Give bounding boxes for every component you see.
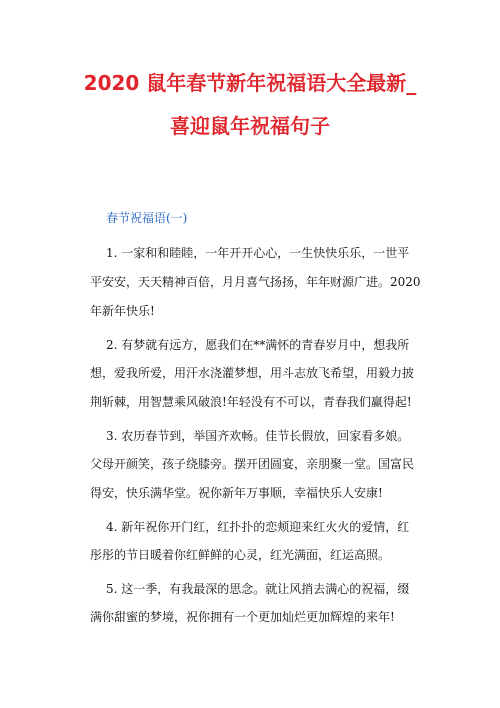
paragraph-line: 平安安，天天精神百倍，月月喜气扬扬，年年财源广进。2020 [90, 275, 421, 289]
paragraph-line: 年新年快乐! [90, 304, 155, 318]
paragraph-line: 彤彤的节日暖着你红鲜鲜的心灵，红光满面，红运高照。 [90, 548, 391, 562]
document-title-line-1: 2020 鼠年春节新年祝福语大全最新_ [83, 71, 417, 95]
section-heading: 春节祝福语(一) [106, 211, 188, 225]
paragraph-line: 荆斩棘，用智慧乘风破浪!年轻没有不可以，青春我们赢得起! [90, 395, 412, 409]
paragraph-line: 2. 有梦就有远方，愿我们在**满怀的青春岁月中，想我所 [106, 338, 410, 352]
paragraph-line: 父母开颜笑，孩子绕膝旁。摆开团圆宴，亲朋聚一堂。国富民 [90, 457, 415, 471]
paragraph-line: 1. 一家和和睦睦，一年开开心心，一生快快乐乐，一世平 [106, 246, 410, 260]
document-title-line-2: 喜迎鼠年祝福句子 [170, 114, 330, 138]
paragraph-line: 4. 新年祝你开门红，红扑扑的恋颊迎来红火火的爱情，红 [106, 520, 410, 534]
paragraph-line: 满你甜蜜的梦境，祝你拥有一个更加灿烂更加辉煌的来年! [90, 610, 395, 624]
paragraph-line: 得安，快乐满华堂。祝你新年万事顺，幸福快乐人安康! [90, 486, 383, 500]
paragraph-line: 想，爱我所爱，用汗水浇灌梦想，用斗志放飞希望，用毅力披 [90, 366, 415, 380]
paragraph-line: 3. 农历春节到，举国齐欢畅。佳节长假放，回家看多娘。 [106, 429, 410, 443]
paragraph-line: 5. 这一季，有我最深的思念。就让风捎去满心的祝福，缀 [106, 582, 410, 596]
